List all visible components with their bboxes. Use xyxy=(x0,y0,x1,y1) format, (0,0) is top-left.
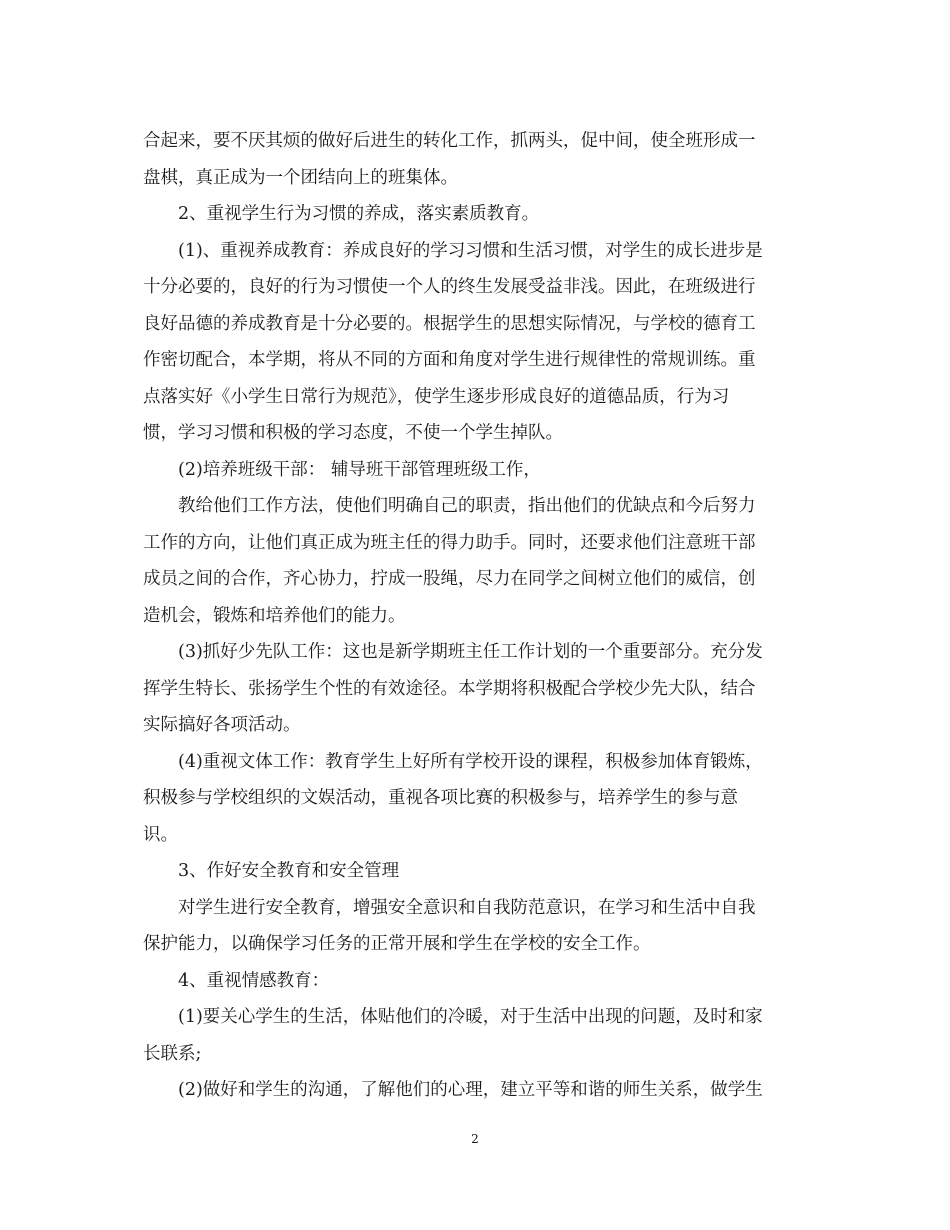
text-line: 工作的方向，让他们真正成为班主任的得力助手。同时，还要求他们注意班干部 xyxy=(143,532,756,553)
text-line: 教给他们工作方法，使他们明确自己的职责，指出他们的优缺点和今后努力 xyxy=(178,496,756,516)
text-line: 保护能力，以确保学习任务的正常开展和学生在学校的安全工作。 xyxy=(143,934,651,954)
text-line: (1)、重视养成教育：养成良好的学习习惯和生活习惯，对学生的成长进步是 xyxy=(178,240,763,261)
document-body xyxy=(143,123,807,1109)
text-line: (2)做好和学生的沟通，了解他们的心理，建立平等和谐的师生关系，做学生 xyxy=(178,1080,763,1100)
text-line: 造机会，锻炼和培养他们的能力。 xyxy=(143,605,406,626)
text-line: 惯，学习习惯和积极的学习态度，不使一个学生掉队。 xyxy=(143,423,563,443)
text-line: 对学生进行安全教育，增强安全意识和自我防范意识，在学习和生活中自我 xyxy=(178,897,756,918)
text-line: (1)要关心学生的生活，体贴他们的冷暖，对于生活中出现的问题，及时和家 xyxy=(178,1007,763,1027)
text-line: (3)抓好少先队工作：这也是新学期班主任工作计划的一个重要部分。充分发 xyxy=(178,642,763,662)
text-line: 积极参与学校组织的文娱活动，重视各项比赛的积极参与，培养学生的参与意 xyxy=(143,788,738,808)
page-number: 2 xyxy=(471,1132,479,1146)
text-line: 十分必要的，良好的行为习惯使一个人的终生发展受益非浅。因此，在班级进行 xyxy=(143,277,756,297)
text-line: 点落实好《小学生日常行为规范》，使学生逐步形成良好的道德品质，行为习 xyxy=(143,386,730,407)
text-line: 3、作好安全教育和安全管理 xyxy=(178,861,400,881)
text-line: 盘棋，真正成为一个团结向上的班集体。 xyxy=(143,167,458,188)
text-line: 成员之间的合作，齐心协力，拧成一股绳，尽力在同学之间树立他们的威信，创 xyxy=(143,569,756,589)
text-line: 良好品德的养成教育是十分必要的。根据学生的思想实际情况，与学校的德育工 xyxy=(143,313,756,334)
text-line: (2)培养班级干部： 辅导班干部管理班级工作， xyxy=(178,459,541,480)
text-line: 2、重视学生行为习惯的养成，落实素质教育。 xyxy=(178,204,540,224)
text-line: 识。 xyxy=(143,824,178,845)
text-line: 4、重视情感教育： xyxy=(178,970,330,991)
text-line: 长联系; xyxy=(143,1043,202,1064)
text-line: 挥学生特长、张扬学生个性的有效途径。本学期将积极配合学校少先大队，结合 xyxy=(143,678,756,699)
text-line: 合起来，要不厌其烦的做好后进生的转化工作，抓两头，促中间，使全班形成一 xyxy=(143,131,756,151)
text-line: (4)重视文体工作：教育学生上好所有学校开设的课程，积极参加体育锻炼， xyxy=(178,751,763,772)
text-line: 作密切配合，本学期，将从不同的方面和角度对学生进行规律性的常规训练。重 xyxy=(143,350,756,370)
text-line: 实际搞好各项活动。 xyxy=(143,715,301,735)
